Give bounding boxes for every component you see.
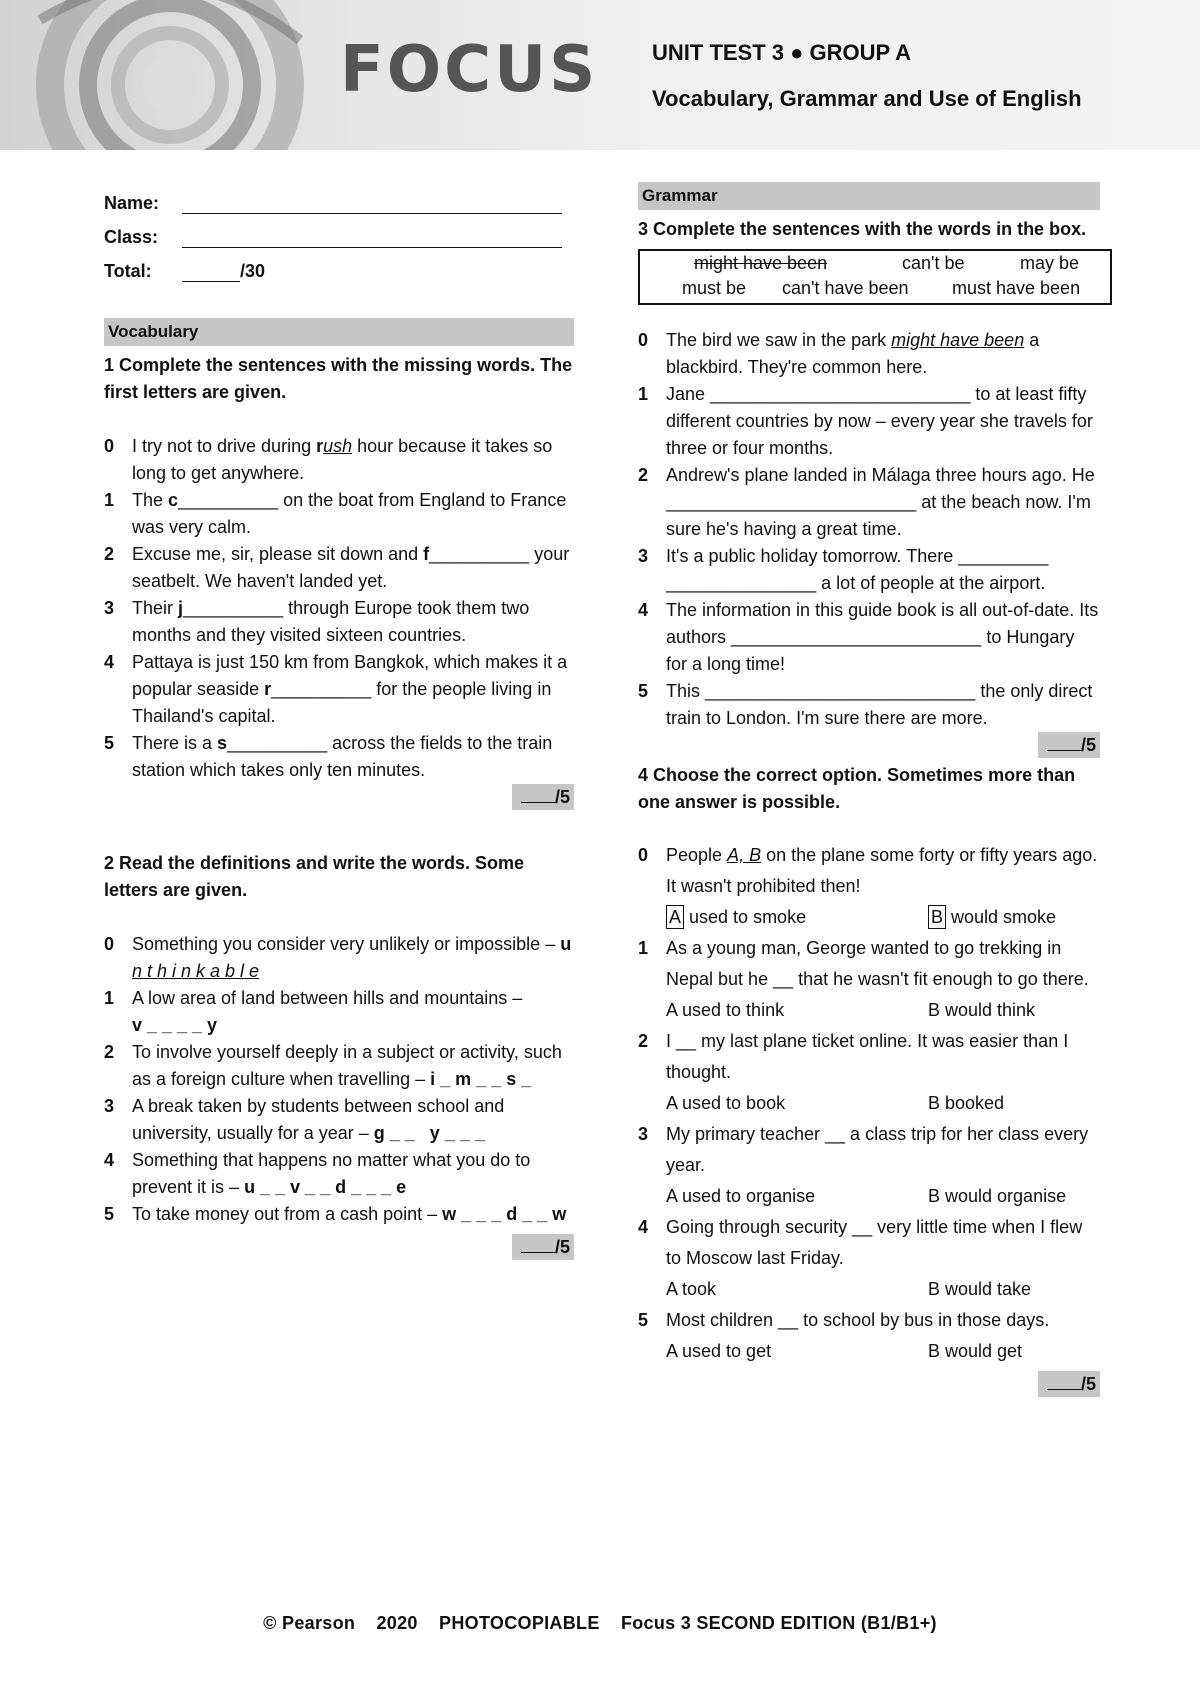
- item-number: 5: [104, 1204, 115, 1224]
- word-box-item: must be: [682, 278, 747, 298]
- item-number: 1: [638, 384, 649, 404]
- answer-blank[interactable]: _________ _______________: [666, 546, 1049, 593]
- option-b[interactable]: B would get: [928, 1341, 1023, 1361]
- task4-title: 4 Choose the correct option. Sometimes more than one answer is possible.: [638, 765, 1076, 812]
- list-item: [638, 1119, 1100, 1181]
- list-item: [104, 1093, 574, 1147]
- answer-blank[interactable]: _________________________: [731, 627, 982, 647]
- first-letter: r: [264, 679, 272, 699]
- list-item: [638, 327, 1100, 381]
- list-item: [104, 433, 574, 487]
- page-footer: [0, 1613, 1200, 1634]
- item-text: People A, B on the plane some forty or fifty years ago. It wasn't prohibited then!: [666, 845, 1098, 896]
- list-item: [638, 678, 1100, 732]
- item-text: Most children __ to school by bus in those days.: [666, 1310, 1050, 1330]
- first-letter: j: [178, 598, 184, 618]
- item-text: As a young man, George wanted to go trekking in Nepal but he __ that he wasn't fit enough to go there.: [666, 938, 1089, 989]
- answer-blank[interactable]: __________: [227, 733, 328, 753]
- option-a[interactable]: A used to book: [666, 1093, 786, 1113]
- word-box-item: might have been: [694, 253, 828, 273]
- left-column: [104, 180, 574, 1260]
- word-box-item: can't have been: [782, 278, 909, 298]
- item-number: 2: [104, 1042, 115, 1062]
- item-text: Something you consider very unlikely or impossible – u n t h i n k a b l e: [132, 934, 572, 981]
- task1-list: [104, 433, 574, 784]
- word-box-item: may be: [1020, 253, 1080, 273]
- item-text: I __ my last plane ticket online. It was easier than I thought.: [666, 1031, 1069, 1082]
- total-line[interactable]: [182, 261, 240, 282]
- options-row: [638, 902, 1100, 933]
- first-letter: c: [168, 490, 179, 510]
- item-text: Something that happens no matter what you do to prevent it is – u _ _ v _ _ d _ _ _ e: [132, 1150, 531, 1197]
- letter-pattern[interactable]: i _ m _ _ s _: [430, 1069, 532, 1089]
- first-letter: s: [217, 733, 228, 753]
- answer-blank[interactable]: _________________________: [666, 492, 917, 512]
- options-row: [638, 1088, 1100, 1119]
- item-number: 1: [104, 490, 115, 510]
- example-answer: A, B: [727, 845, 762, 865]
- word-box: [638, 249, 1112, 305]
- answer-blank[interactable]: __________: [271, 679, 372, 699]
- focus-logo-swirl: [20, 0, 320, 150]
- item-text: A low area of land between hills and mountains – v _ _ _ _ y: [132, 988, 523, 1035]
- options-row: [638, 1274, 1100, 1305]
- name-line[interactable]: [182, 193, 562, 214]
- letter-pattern[interactable]: u _ _ v _ _ d _ _ _ e: [244, 1177, 407, 1197]
- letter-pattern[interactable]: g _ _ y _ _ _: [373, 1123, 485, 1143]
- item-number: 3: [638, 546, 649, 566]
- options-row: [638, 995, 1100, 1026]
- letter-pattern[interactable]: v _ _ _ _ y: [132, 1015, 218, 1035]
- footer-copyright: © Pearson: [263, 1613, 356, 1633]
- focus-logo-text: FOCUS: [340, 33, 599, 107]
- first-letter: u: [560, 934, 572, 954]
- item-number: 4: [638, 600, 649, 620]
- item-text: A break taken by students between school and university, usually for a year – g _ _ y _ _ _: [132, 1096, 505, 1143]
- answer-blank[interactable]: __________________________: [710, 384, 971, 404]
- item-text: It's a public holiday tomorrow. There _________ _______________ a lot of people at the airport.: [666, 546, 1049, 593]
- option-b[interactable]: B would smoke: [928, 902, 1056, 933]
- first-letter: r: [316, 436, 324, 456]
- total-field[interactable]: [104, 248, 574, 282]
- item-text: Going through security __ very little time when I flew to Moscow last Friday.: [666, 1217, 1083, 1268]
- item-number: 5: [638, 681, 649, 701]
- options-row: [638, 1336, 1100, 1367]
- list-item: [104, 730, 574, 784]
- task3-score[interactable]: /5: [1038, 732, 1100, 758]
- total-label: Total:: [104, 261, 152, 281]
- list-item: [104, 931, 574, 985]
- option-a[interactable]: A took: [666, 1279, 717, 1299]
- question-group: [638, 1212, 1100, 1305]
- item-text: Andrew's plane landed in Málaga three hours ago. He _________________________ at the beach now. I'm sure he's having a great time.: [666, 465, 1095, 539]
- task4-list: [638, 840, 1100, 1367]
- list-item: [104, 1039, 574, 1093]
- task3-list: [638, 327, 1100, 732]
- option-b[interactable]: B would organise: [928, 1186, 1067, 1206]
- list-item: [638, 543, 1100, 597]
- item-text: This ___________________________ the only direct train to London. I'm sure there are more.: [666, 681, 1093, 728]
- list-item: [638, 933, 1100, 995]
- option-a[interactable]: A used to organise: [666, 1186, 816, 1206]
- letter-pattern[interactable]: w _ _ _ d _ _ w: [442, 1204, 567, 1224]
- item-number: 0: [104, 934, 115, 954]
- item-text: My primary teacher __ a class trip for her class every year.: [666, 1124, 1089, 1175]
- total-max: /30: [240, 261, 266, 281]
- list-item: [104, 1201, 574, 1228]
- item-number: 0: [638, 845, 649, 865]
- item-number: 2: [104, 544, 115, 564]
- list-item: [638, 1305, 1100, 1336]
- option-a[interactable]: A used to think: [666, 1000, 785, 1020]
- item-text: The bird we saw in the park might have been a blackbird. They're common here.: [666, 330, 1040, 377]
- item-number: 1: [104, 988, 115, 1008]
- item-number: 3: [638, 1124, 649, 1144]
- name-field[interactable]: [104, 180, 574, 214]
- item-number: 4: [104, 1150, 115, 1170]
- class-line[interactable]: [182, 227, 562, 248]
- task1-title: 1 Complete the sentences with the missing words. The first letters are given.: [104, 355, 573, 402]
- item-number: 4: [638, 1217, 649, 1237]
- task2-score[interactable]: /5: [512, 1234, 574, 1260]
- list-item: [104, 649, 574, 730]
- item-number: 0: [638, 330, 649, 350]
- item-text: I try not to drive during rush hour because it takes so long to get anywhere.: [132, 436, 553, 483]
- first-letter: f: [423, 544, 430, 564]
- example-answer: might have been: [891, 330, 1025, 350]
- item-number: 5: [104, 733, 115, 753]
- list-item: [638, 1026, 1100, 1088]
- item-number: 4: [104, 652, 115, 672]
- footer-edition: Focus 3 SECOND EDITION (B1/B1+): [620, 1613, 937, 1633]
- list-item: [104, 1147, 574, 1201]
- example-answer: ush: [323, 436, 353, 456]
- option-b[interactable]: B would think: [928, 1000, 1036, 1020]
- task2-title: 2 Read the definitions and write the words. Some letters are given.: [104, 853, 525, 900]
- list-item: [638, 1212, 1100, 1274]
- item-text: To involve yourself deeply in a subject or activity, such as a foreign culture when travelling – i _ m _ _ s _: [132, 1042, 562, 1089]
- list-item: [104, 487, 574, 541]
- answer-blank[interactable]: __________: [429, 544, 530, 564]
- item-text: Their j__________ through Europe took them two months and they visited sixteen countries.: [132, 598, 530, 645]
- task4-score[interactable]: /5: [1038, 1371, 1100, 1397]
- item-text: There is a s__________ across the fields to the train station which takes only ten minutes.: [132, 733, 553, 780]
- item-number: 3: [104, 1096, 115, 1116]
- item-number: 1: [638, 938, 649, 958]
- list-item: [104, 541, 574, 595]
- item-text: The c__________ on the boat from England to France was very calm.: [132, 490, 567, 537]
- example-answer: n t h i n k a b l e: [132, 961, 260, 981]
- option-b[interactable]: B booked: [928, 1093, 1005, 1113]
- item-text: To take money out from a cash point – w _ _ _ d _ _ w: [132, 1204, 567, 1224]
- vocabulary-heading: Vocabulary: [104, 318, 574, 346]
- list-item: [638, 840, 1100, 902]
- class-label: Class:: [104, 227, 159, 247]
- list-item: [104, 985, 574, 1039]
- option-a[interactable]: A used to smoke: [666, 902, 928, 933]
- footer-photocopiable: PHOTOCOPIABLE: [439, 1613, 600, 1633]
- selected-option-box: B: [928, 905, 946, 929]
- item-number: 5: [638, 1310, 649, 1330]
- item-number: 3: [104, 598, 115, 618]
- question-group: [638, 1026, 1100, 1119]
- grammar-heading: Grammar: [638, 182, 1100, 210]
- answer-blank[interactable]: __________: [183, 598, 284, 618]
- question-group: [638, 840, 1100, 933]
- options-row: [638, 1181, 1100, 1212]
- list-item: [638, 462, 1100, 543]
- name-label: Name:: [104, 193, 160, 213]
- list-item: [638, 381, 1100, 462]
- item-text: Jane __________________________ to at least fifty different countries by now – every year she travels for three or four months.: [666, 384, 1093, 458]
- item-text: The information in this guide book is all out-of-date. Its authors _________________________ to Hungary for a long time!: [666, 600, 1099, 674]
- footer-year: 2020: [376, 1613, 418, 1633]
- answer-blank[interactable]: __________: [178, 490, 279, 510]
- unit-title: UNIT TEST 3 ● GROUP A: [652, 40, 911, 65]
- item-number: 2: [638, 465, 649, 485]
- task3-title: 3 Complete the sentences with the words in the box.: [638, 219, 1087, 239]
- right-column: [638, 182, 1100, 1397]
- word-box-item: must have been: [952, 278, 1081, 298]
- task2-list: [104, 931, 574, 1228]
- answer-blank[interactable]: ___________________________: [705, 681, 976, 701]
- class-field[interactable]: [104, 214, 574, 248]
- question-group: [638, 933, 1100, 1026]
- item-text: Excuse me, sir, please sit down and f__________ your seatbelt. We haven't landed yet.: [132, 544, 570, 591]
- list-item: [104, 595, 574, 649]
- word-box-item: can't be: [902, 253, 965, 273]
- task1-score[interactable]: /5: [512, 784, 574, 810]
- question-group: [638, 1119, 1100, 1212]
- list-item: [638, 597, 1100, 678]
- unit-subtitle: Vocabulary, Grammar and Use of English: [652, 86, 1082, 111]
- item-number: 2: [638, 1031, 649, 1051]
- option-a[interactable]: A used to get: [666, 1341, 772, 1361]
- question-group: [638, 1305, 1100, 1367]
- selected-option-box: A: [666, 905, 684, 929]
- item-text: Pattaya is just 150 km from Bangkok, which makes it a popular seaside r__________ for the people living in Thailand's capital.: [132, 652, 568, 726]
- page-header: [0, 0, 1200, 150]
- item-number: 0: [104, 436, 115, 456]
- option-b[interactable]: B would take: [928, 1279, 1032, 1299]
